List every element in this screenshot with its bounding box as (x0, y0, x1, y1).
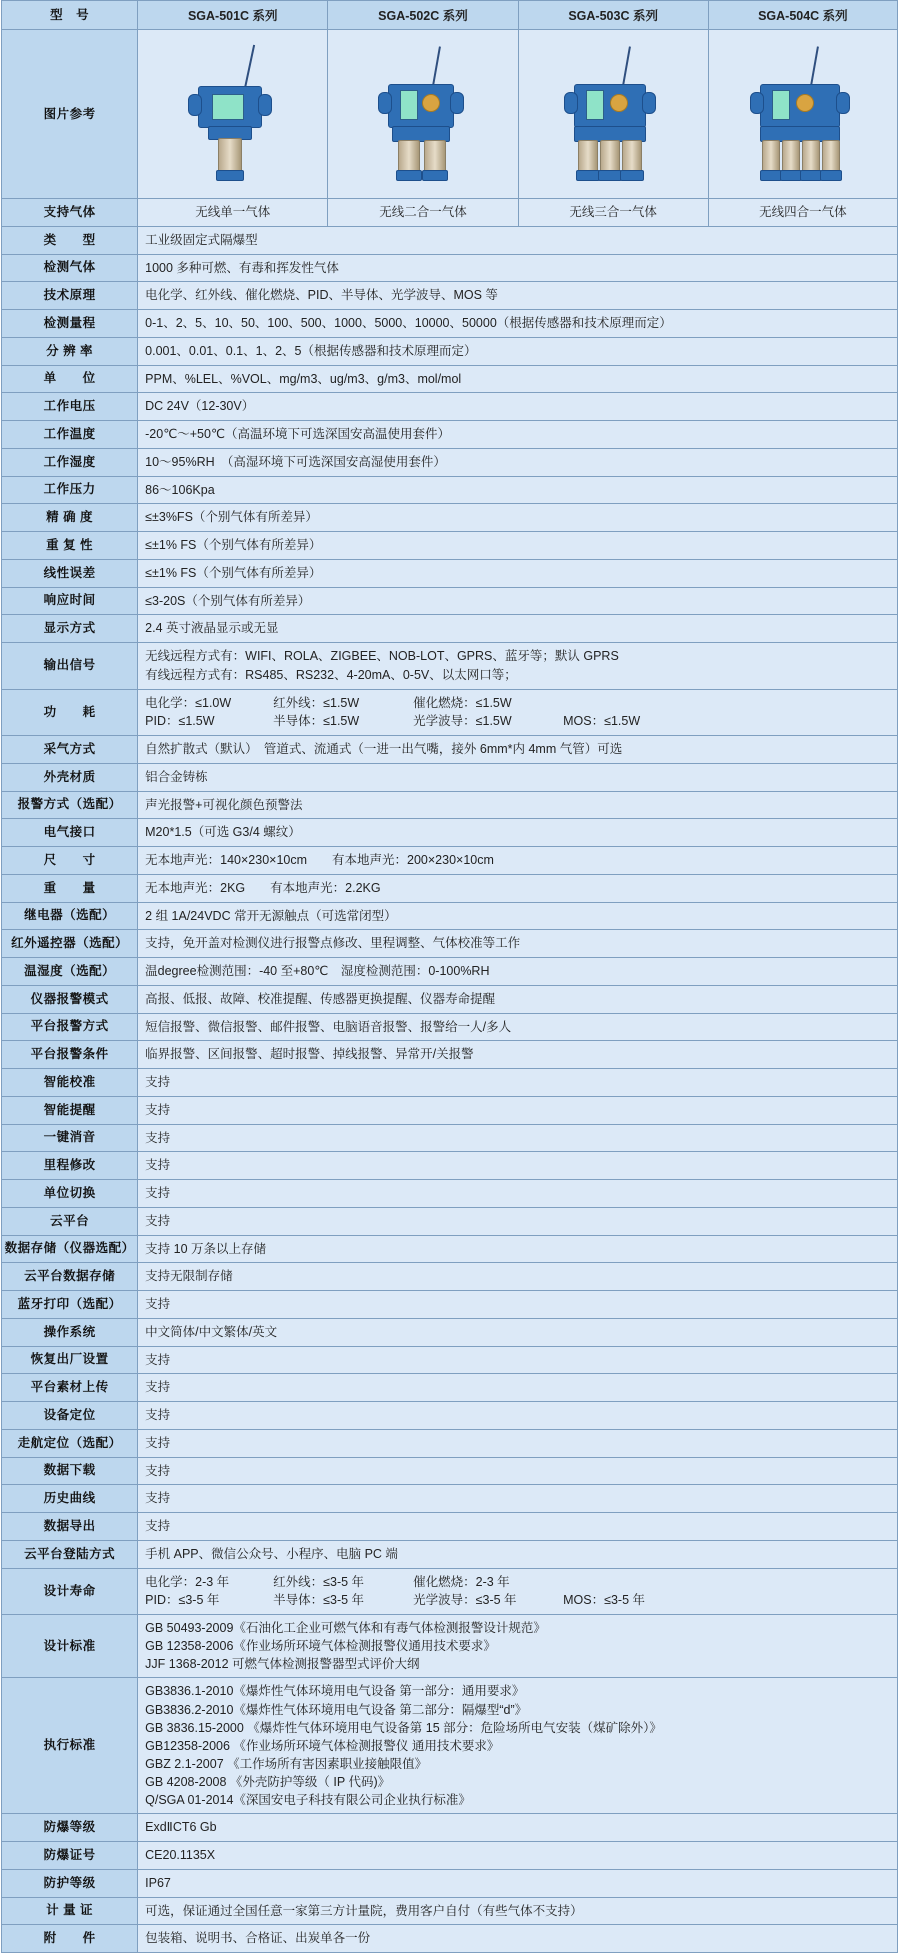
row-value: 支持 (138, 1429, 898, 1457)
row-label: 检测量程 (2, 310, 138, 338)
life-infrared: 红外线：≤3-5 年 (273, 1574, 365, 1589)
row-value: 包装箱、说明书、合格证、出炭单各一份 (138, 1925, 898, 1953)
table-row (2, 902, 898, 930)
row-value: 支持，免开盖对检测仪进行报警点修改、里程调整、气体校准等工作 (138, 930, 898, 958)
life-line-1 (145, 1573, 890, 1592)
device-image-4 (708, 30, 897, 199)
table-row (2, 1540, 898, 1568)
row-label: 工作压力 (2, 476, 138, 504)
table-row-output-signal (2, 643, 898, 690)
row-label: 工作湿度 (2, 448, 138, 476)
table-row-images (2, 30, 898, 199)
row-value: IP67 (138, 1869, 898, 1897)
model-header-3: SGA-503C 系列 (518, 1, 708, 30)
row-value: 支持 (138, 1152, 898, 1180)
row-value: 中文简体/中文繁体/英文 (138, 1318, 898, 1346)
table-row (2, 1291, 898, 1319)
power-catalytic: 催化燃烧：≤1.5W (413, 695, 512, 710)
row-label: 平台报警方式 (2, 1013, 138, 1041)
row-value: 0-1、2、5、10、50、100、500、1000、5000、10000、50000（根据传感器和技术原理而定） (138, 310, 898, 338)
row-label: 显示方式 (2, 615, 138, 643)
power-pid: PID：≤1.5W (145, 714, 215, 729)
table-row (2, 1235, 898, 1263)
row-value: 86～106Kpa (138, 476, 898, 504)
row-value: 声光报警+可视化颜色预警法 (138, 791, 898, 819)
row-label: 智能校准 (2, 1069, 138, 1097)
row-value: ≤±3%FS（个别气体有所差异） (138, 504, 898, 532)
supported-gas-3: 无线三合一气体 (518, 199, 708, 227)
table-row (2, 1041, 898, 1069)
table-row (2, 1124, 898, 1152)
row-value: ≤±1% FS（个别气体有所差异） (138, 559, 898, 587)
table-row (2, 1925, 898, 1953)
supported-gas-4: 无线四合一气体 (708, 199, 897, 227)
table-row (2, 874, 898, 902)
row-value: 无本地声光：2KG 有本地声光：2.2KG (138, 874, 898, 902)
row-label: 报警方式（选配） (2, 791, 138, 819)
life-line-2 (145, 1591, 890, 1610)
row-label: 平台素材上传 (2, 1374, 138, 1402)
model-header-2: SGA-502C 系列 (328, 1, 518, 30)
table-row-execution-standard (2, 1678, 898, 1814)
row-label: 操作系统 (2, 1318, 138, 1346)
row-label-output-signal: 输出信号 (2, 643, 138, 690)
table-row (2, 1842, 898, 1870)
row-value: 0.001、0.01、0.1、1、2、5（根据传感器和技术原理而定） (138, 337, 898, 365)
execution-standard-line: GB 4208-2008 《外壳防护等级（ IP 代码)》 (145, 1775, 391, 1789)
row-value: 支持 (138, 1069, 898, 1097)
row-label: 工作温度 (2, 421, 138, 449)
power-line-2 (145, 712, 890, 731)
table-row (2, 476, 898, 504)
device-image-2 (328, 30, 518, 199)
row-value: 支持 (138, 1457, 898, 1485)
life-pid: PID：≤3-5 年 (145, 1593, 220, 1608)
table-row (2, 1207, 898, 1235)
row-label: 数据存储（仪器选配） (2, 1235, 138, 1263)
table-row-header (2, 1, 898, 30)
row-value: 工业级固定式隔爆型 (138, 226, 898, 254)
output-signal-values (138, 643, 898, 690)
output-wired: 有线远程方式有：RS485、RS232、4-20mA、0-5V、以太网口等； (145, 667, 517, 682)
row-value: 无本地声光：140×230×10cm 有本地声光：200×230×10cm (138, 847, 898, 875)
row-label: 线性误差 (2, 559, 138, 587)
row-value: 短信报警、微信报警、邮件报警、电脑语音报警、报警给一人/多人 (138, 1013, 898, 1041)
life-electrochemical: 电化学：2-3 年 (145, 1574, 230, 1589)
row-value: 支持 (138, 1207, 898, 1235)
power-semiconductor: 半导体：≤1.5W (273, 714, 360, 729)
life-semiconductor: 半导体：≤3-5 年 (273, 1593, 365, 1608)
row-label: 智能提醒 (2, 1096, 138, 1124)
design-standard-line: GB 12358-2006《作业场所环境气体检测报警仪通用技术要求》 (145, 1639, 496, 1654)
row-value: 支持 (138, 1402, 898, 1430)
row-value: 支持 (138, 1180, 898, 1208)
table-row-supported-gas (2, 199, 898, 227)
row-value: 支持无限制存储 (138, 1263, 898, 1291)
table-row (2, 254, 898, 282)
row-value: 临界报警、区间报警、超时报警、掉线报警、异常开/关报警 (138, 1041, 898, 1069)
table-row (2, 587, 898, 615)
row-label-execution-standard: 执行标准 (2, 1678, 138, 1814)
row-value: 支持 (138, 1513, 898, 1541)
table-row (2, 930, 898, 958)
device-image-3 (518, 30, 708, 199)
table-row (2, 615, 898, 643)
table-row (2, 819, 898, 847)
table-row (2, 1096, 898, 1124)
row-label: 单位切换 (2, 1180, 138, 1208)
power-optical: 光学波导：≤1.5W (413, 714, 512, 729)
table-row (2, 310, 898, 338)
row-label: 云平台数据存储 (2, 1263, 138, 1291)
row-label: 外壳材质 (2, 763, 138, 791)
table-row (2, 1069, 898, 1097)
row-label: 技术原理 (2, 282, 138, 310)
row-label: 走航定位（选配） (2, 1429, 138, 1457)
table-row (2, 1013, 898, 1041)
execution-standard-line: GB3836.2-2010《爆炸性气体环境用电气设备 第二部分：隔爆型“d”》 (145, 1702, 528, 1717)
power-mos: MOS：≤1.5W (563, 714, 641, 729)
row-label: 历史曲线 (2, 1485, 138, 1513)
model-header-1: SGA-501C 系列 (138, 1, 328, 30)
row-value: 电化学、红外线、催化燃烧、PID、半导体、光学波导、MOS 等 (138, 282, 898, 310)
execution-standard-line: GBZ 2.1-2007 《工作场所有害因素职业接触限值》 (145, 1756, 428, 1771)
row-label: 一键消音 (2, 1124, 138, 1152)
row-value: -20℃～+50℃（高温环境下可选深国安高温使用套件） (138, 421, 898, 449)
power-infrared: 红外线：≤1.5W (273, 695, 360, 710)
row-label: 防爆证号 (2, 1842, 138, 1870)
table-row (2, 1180, 898, 1208)
row-label: 云平台 (2, 1207, 138, 1235)
table-row (2, 226, 898, 254)
table-row (2, 1346, 898, 1374)
execution-standard-values (138, 1678, 898, 1814)
table-row (2, 1402, 898, 1430)
gas-detector-icon-2 (358, 38, 488, 188)
execution-standard-line: Q/SGA 01-2014《深国安电子科技有限公司企业执行标准》 (145, 1793, 471, 1808)
design-standard-line: GB 50493-2009《石油化工企业可燃气体和有毒气体检测报警设计规范》 (145, 1621, 546, 1635)
table-row (2, 365, 898, 393)
row-label: 里程修改 (2, 1152, 138, 1180)
power-values (138, 689, 898, 736)
row-label: 数据导出 (2, 1513, 138, 1541)
table-row (2, 1897, 898, 1925)
row-label: 重 量 (2, 874, 138, 902)
table-row (2, 763, 898, 791)
life-optical: 光学波导：≤3-5 年 (413, 1593, 517, 1608)
row-label-design-life: 设计寿命 (2, 1568, 138, 1615)
row-label: 计 量 证 (2, 1897, 138, 1925)
row-value: 自然扩散式（默认） 管道式、流通式（一进一出气嘴，接外 6mm*内 4mm 气管）可选 (138, 736, 898, 764)
table-row (2, 736, 898, 764)
row-label: 恢复出厂设置 (2, 1346, 138, 1374)
row-label-model: 型 号 (2, 1, 138, 30)
table-row (2, 1869, 898, 1897)
table-row-power (2, 689, 898, 736)
row-label: 分 辨 率 (2, 337, 138, 365)
row-value: 2 组 1A/24VDC 常开无源触点（可选常闭型） (138, 902, 898, 930)
table-row (2, 958, 898, 986)
row-value: 支持 (138, 1374, 898, 1402)
row-value: 支持 (138, 1485, 898, 1513)
execution-standard-line: GB3836.1-2010《爆炸性气体环境用电气设备 第一部分：通用要求》 (145, 1684, 525, 1699)
row-label: 响应时间 (2, 587, 138, 615)
row-label: 设备定位 (2, 1402, 138, 1430)
table-row (2, 448, 898, 476)
row-label: 工作电压 (2, 393, 138, 421)
row-value: 支持 (138, 1124, 898, 1152)
life-catalytic: 催化燃烧：2-3 年 (413, 1574, 510, 1589)
row-label: 红外遥控器（选配） (2, 930, 138, 958)
row-value: M20*1.5（可选 G3/4 螺纹） (138, 819, 898, 847)
gas-detector-icon-3 (548, 38, 678, 188)
table-row (2, 847, 898, 875)
table-row-design-life (2, 1568, 898, 1615)
table-row (2, 559, 898, 587)
row-label: 防护等级 (2, 1869, 138, 1897)
row-label: 电气接口 (2, 819, 138, 847)
device-image-1 (138, 30, 328, 199)
row-label: 温湿度（选配） (2, 958, 138, 986)
supported-gas-1: 无线单一气体 (138, 199, 328, 227)
row-label-image: 图片参考 (2, 30, 138, 199)
table-row (2, 504, 898, 532)
table-row (2, 421, 898, 449)
table-row (2, 1263, 898, 1291)
design-standard-values (138, 1615, 898, 1678)
row-label: 采气方式 (2, 736, 138, 764)
table-row (2, 1318, 898, 1346)
design-life-values (138, 1568, 898, 1615)
row-value: CE20.1135X (138, 1842, 898, 1870)
row-label: 仪器报警模式 (2, 985, 138, 1013)
life-mos: MOS：≤3-5 年 (563, 1593, 646, 1608)
row-value: 温degree检测范围：-40 至+80℃ 湿度检测范围：0-100%RH (138, 958, 898, 986)
row-value: 铝合金铸栋 (138, 763, 898, 791)
execution-standard-line: GB12358-2006 《作业场所环境气体检测报警仪 通用技术要求》 (145, 1738, 500, 1753)
row-value: ≤3-20S（个别气体有所差异） (138, 587, 898, 615)
gas-detector-icon-1 (168, 38, 298, 188)
table-row (2, 1513, 898, 1541)
table-row-design-standard (2, 1615, 898, 1678)
row-label: 防爆等级 (2, 1814, 138, 1842)
row-label: 精 确 度 (2, 504, 138, 532)
execution-standard-line: GB 3836.15-2000 《爆炸性气体环境用电气设备第 15 部分：危险场所电气安装（煤矿除外）》 (145, 1720, 662, 1735)
power-electrochemical: 电化学：≤1.0W (145, 695, 232, 710)
row-label: 单 位 (2, 365, 138, 393)
row-value: 支持 (138, 1096, 898, 1124)
table-row (2, 1814, 898, 1842)
row-value: DC 24V（12-30V） (138, 393, 898, 421)
row-value: 支持 (138, 1291, 898, 1319)
model-header-4: SGA-504C 系列 (708, 1, 897, 30)
row-label: 重 复 性 (2, 532, 138, 560)
design-standard-line: JJF 1368-2012 可燃气体检测报警器型式评价大纲 (145, 1657, 420, 1672)
row-value: 10～95%RH （高湿环境下可选深国安高湿使用套件） (138, 448, 898, 476)
row-value: ≤±1% FS（个别气体有所差异） (138, 532, 898, 560)
table-row (2, 791, 898, 819)
row-value: 手机 APP、微信公众号、小程序、电脑 PC 端 (138, 1540, 898, 1568)
row-label: 尺 寸 (2, 847, 138, 875)
power-line-1 (145, 694, 890, 713)
row-label-supported-gas: 支持气体 (2, 199, 138, 227)
table-row (2, 985, 898, 1013)
row-value: 支持 10 万条以上存储 (138, 1235, 898, 1263)
table-row (2, 532, 898, 560)
table-row (2, 1429, 898, 1457)
row-value: 支持 (138, 1346, 898, 1374)
table-row (2, 1152, 898, 1180)
table-row (2, 1457, 898, 1485)
table-row (2, 1374, 898, 1402)
table-row (2, 1485, 898, 1513)
row-value: 可选，保证通过全国任意一家第三方计量院，费用客户自付（有些气体不支持） (138, 1897, 898, 1925)
row-label: 类 型 (2, 226, 138, 254)
row-label: 云平台登陆方式 (2, 1540, 138, 1568)
row-label: 蓝牙打印（选配） (2, 1291, 138, 1319)
row-label: 检测气体 (2, 254, 138, 282)
row-value: 2.4 英寸液晶显示或无显 (138, 615, 898, 643)
row-value: 1000 多种可燃、有毒和挥发性气体 (138, 254, 898, 282)
row-value: PPM、%LEL、%VOL、mg/m3、ug/m3、g/m3、mol/mol (138, 365, 898, 393)
row-value: ExdⅡCT6 Gb (138, 1814, 898, 1842)
row-label-design-standard: 设计标准 (2, 1615, 138, 1678)
table-row (2, 393, 898, 421)
table-row (2, 282, 898, 310)
specification-table (1, 0, 898, 1953)
supported-gas-2: 无线二合一气体 (328, 199, 518, 227)
output-wireless: 无线远程方式有：WIFI、ROLA、ZIGBEE、NOB-LOT、GPRS、蓝牙等；默认 GPRS (145, 649, 619, 663)
table-row (2, 337, 898, 365)
row-label: 继电器（选配） (2, 902, 138, 930)
row-label: 平台报警条件 (2, 1041, 138, 1069)
gas-detector-icon-4 (738, 38, 868, 188)
row-value: 高报、低报、故障、校准提醒、传感器更换提醒、仪器寿命提醒 (138, 985, 898, 1013)
row-label: 数据下载 (2, 1457, 138, 1485)
row-label: 附 件 (2, 1925, 138, 1953)
row-label-power: 功 耗 (2, 689, 138, 736)
